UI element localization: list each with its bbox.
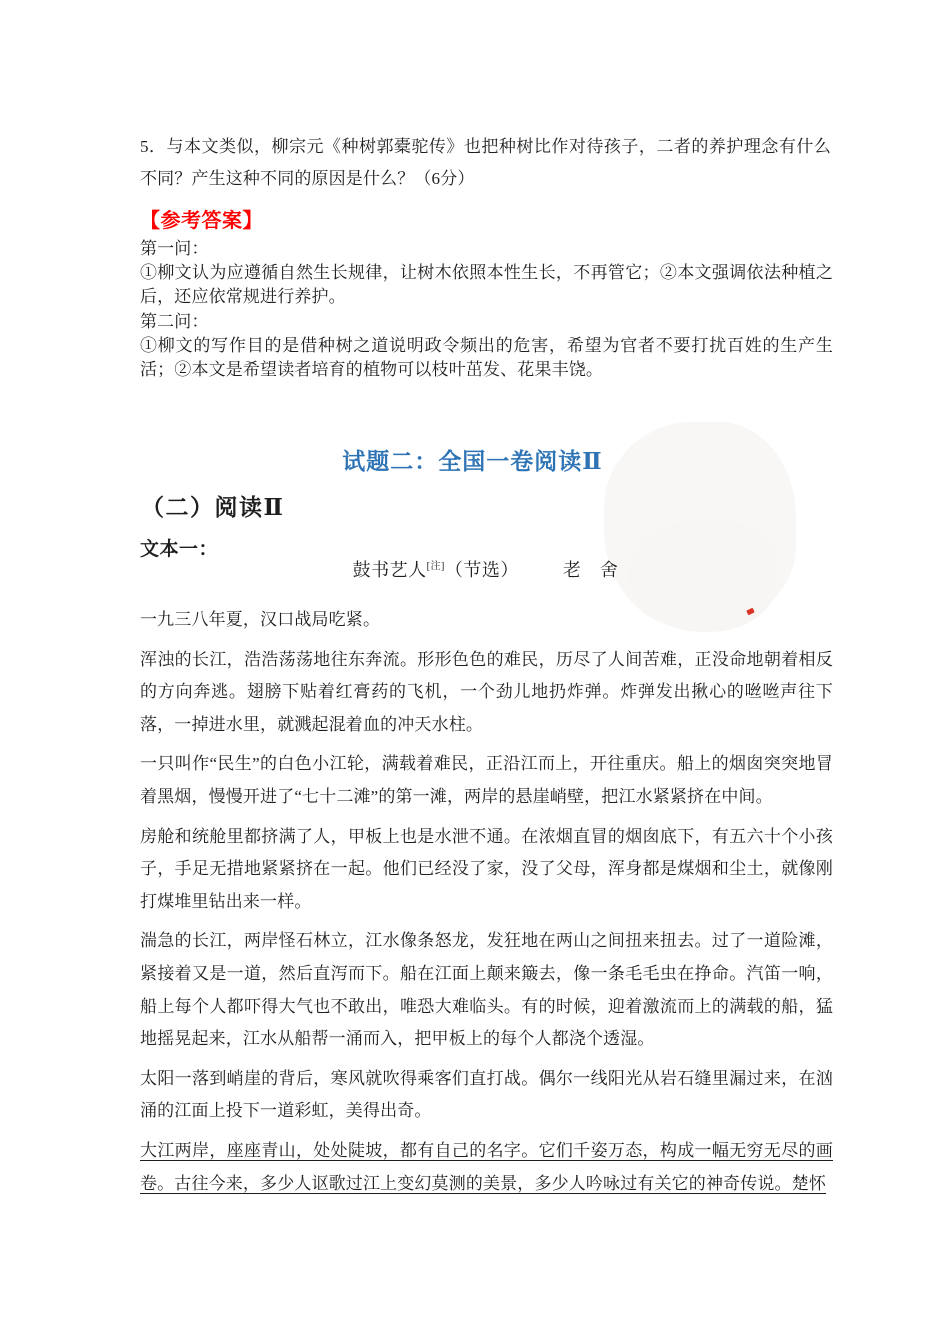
passage-paragraph: 房舱和统舱里都挤满了人，甲板上也是水泄不通。在浓烟直冒的烟囱底下，有五六十个小孩子，手足无措地紧紧挤在一起。他们已经没了家，没了父母，浑身都是煤烟和尘土，就像刚打煤堆里钻出来一样。 xyxy=(140,826,833,911)
reference-answer-label: 【参考答案】 xyxy=(140,210,263,232)
passage-paragraph: 一只叫作“民生”的白色小江轮，满载着难民，正沿江而上，开往重庆。船上的烟囱突突地冒着黑烟，慢慢开进了“七十二滩”的第一滩，两岸的悬崖峭壁，把江水紧紧挤在中间。 xyxy=(140,754,833,806)
answer-part2-text: ①柳文的写作目的是借种树之道说明政令频出的危害，希望为官者不要打扰百姓的生产生活；②本文是希望读者培育的植物可以枝叶茁发、花果丰饶。 xyxy=(140,335,833,380)
work-title-line xyxy=(140,557,831,583)
work-title: 鼓书艺人 xyxy=(352,560,427,580)
section-subtitle: （二）阅读Ⅱ xyxy=(141,495,285,520)
section-title: 试题二：全国一卷阅读Ⅱ xyxy=(342,449,603,474)
reference-answer-block xyxy=(140,237,833,382)
answer-part1-text: ①柳文认为应遵循自然生长规律，让树木依照本性生长，不再管它；②本文强调依法种植之后，还应依常规进行养护。 xyxy=(140,263,833,307)
work-subtitle: （节选） xyxy=(444,560,519,580)
work-author: 老 舍 xyxy=(562,560,619,580)
passage-paragraph: 一九三八年夏，汉口战局吃紧。 xyxy=(140,610,381,629)
answer-part1-label: 第一问： xyxy=(140,239,209,258)
question-5-text: 5．与本文类似，柳宗元《种树郭橐驼传》也把种树比作对待孩子，二者的养护理念有什么不同？产生这种不同的原因是什么？（6分） xyxy=(140,137,831,188)
passage-paragraph: 湍急的长江，两岸怪石林立，江水像条怒龙，发狂地在两山之间扭来扭去。过了一道险滩，紧接着又是一道，然后直泻而下。船在江面上颠来簸去，像一条毛毛虫在挣命。汽笛一响，船上每个人都吓得大气也不敢出，唯恐大难临头。有的时候，迎着激流而上的满载的船，猛地摇晃起来，江水从船帮一涌而入，把甲板上的每个人都浇个透湿。 xyxy=(140,931,833,1049)
answer-part2-label: 第二问： xyxy=(140,311,209,331)
work-note-mark: [注] xyxy=(426,561,445,572)
passage-paragraph: 太阳一落到峭崖的背后，寒风就吹得乘客们直打战。偶尔一线阳光从岩石缝里漏过来，在汹涌的江面上投下一道彩虹，美得出奇。 xyxy=(140,1068,833,1121)
passage-body xyxy=(140,604,833,1207)
passage-paragraph: 浑浊的长江，浩浩荡荡地往东奔流。形形色色的难民，历尽了人间苦难，正没命地朝着相反的方向奔逃。翅膀下贴着红膏药的飞机，一个劲儿地扔炸弹。炸弹发出揪心的咝咝声往下落，一掉进水里，就溅起混着血的冲天水柱。 xyxy=(140,649,833,734)
passage-paragraph-underlined: 大江两岸，座座青山，处处陡坡，都有自己的名字。它们千姿万态，构成一幅无穷无尽的画卷。古往今来，多少人讴歌过江上变幻莫测的美景，多少人吟咏过有关它的神奇传说。楚怀 xyxy=(140,1140,833,1193)
text-one-label: 文本一： xyxy=(140,539,219,560)
